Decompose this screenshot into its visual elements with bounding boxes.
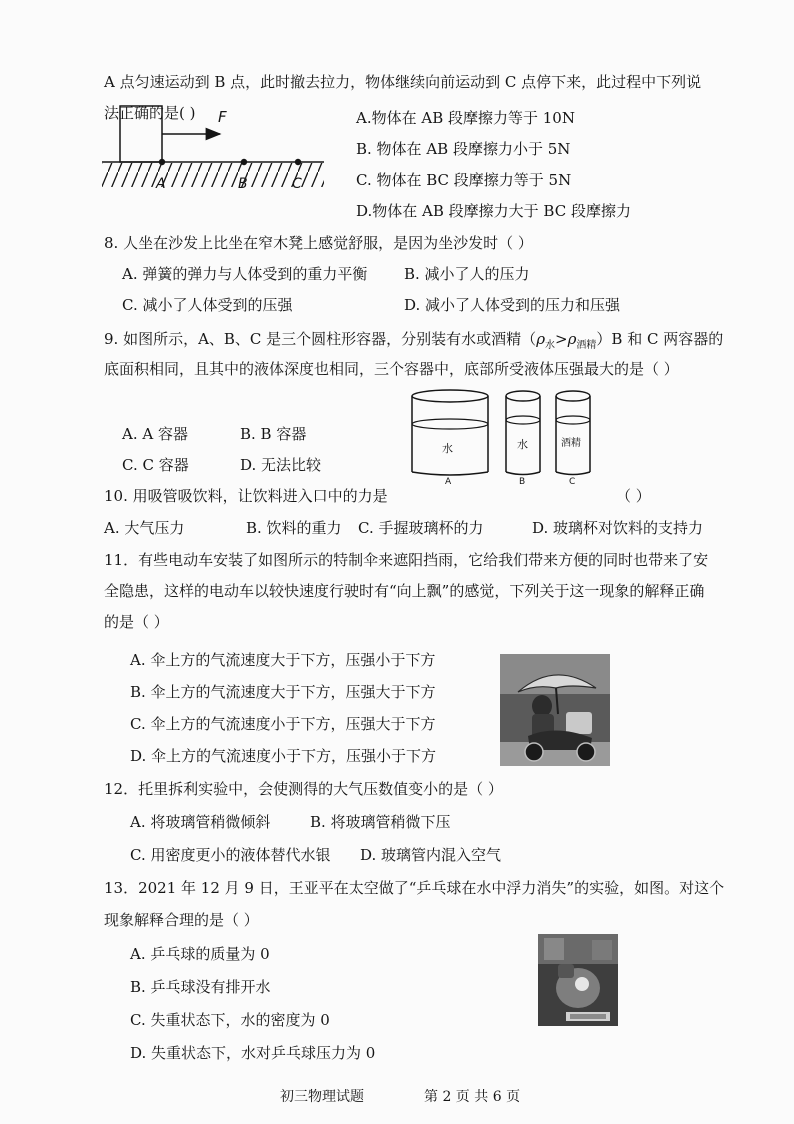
q9-stem-line2: 底面积相同，且其中的液体深度也相同，三个容器中，底部所受液体压强最大的是（ ）	[104, 360, 679, 378]
q7-option-a: A.物体在 AB 段摩擦力等于 10N	[356, 109, 575, 127]
q13-option-b: B. 乒乓球没有排开水	[130, 978, 271, 996]
q7-friction-figure	[98, 100, 328, 196]
q10-paren: （ ）	[616, 487, 651, 505]
q7-stem-line1: A 点匀速运动到 B 点，此时撤去拉力，物体继续向前运动到 C 点停下来，此过程中下列说	[104, 73, 702, 91]
point-c-label: C	[292, 176, 302, 192]
q12-stem: 12．托里拆利实验中，会使测得的大气压数值变小的是（ ）	[104, 780, 503, 798]
q12-option-b: B. 将玻璃管稍微下压	[310, 813, 451, 831]
q9-stem-line1	[104, 329, 723, 356]
footer-subject: 初三物理试题	[280, 1089, 364, 1105]
q9-stem-pre: 9. 如图所示，A、B、C 是三个圆柱形容器，分别装有水或酒精（	[104, 330, 537, 348]
rho-symbol-2: ρ	[567, 330, 577, 348]
q13-option-d: D. 失重状态下，水对乒乓球压力为 0	[130, 1044, 376, 1062]
container-c-liquid: 酒精	[561, 438, 581, 449]
q9-option-c: C. C 容器	[122, 456, 189, 474]
ground-hatch	[102, 163, 324, 187]
force-label: F	[218, 108, 227, 126]
point-b-label: B	[238, 176, 248, 192]
rho-alcohol-subscript: 酒精	[576, 340, 597, 351]
q9-stem-post: ）B 和 C 两容器的	[596, 330, 724, 348]
q11-stem-line1: 11．有些电动车安装了如图所示的特制伞来遮阳挡雨，它给我们带来方便的同时也带来了安	[104, 551, 709, 569]
point-b-dot	[241, 159, 247, 165]
q9-option-a: A. A 容器	[122, 425, 188, 443]
q13-stem-line2: 现象解释合理的是（ ）	[104, 911, 259, 929]
footer-page-number: 第 2 页 共 6 页	[424, 1089, 521, 1105]
q11-stem-line3: 的是（ ）	[104, 613, 169, 631]
q8-option-b: B. 减小了人的压力	[404, 265, 530, 283]
point-a-label: A	[156, 176, 166, 192]
q11-option-b: B. 伞上方的气流速度大于下方，压强大于下方	[130, 683, 436, 701]
umbrella-scooter-photo-image	[500, 654, 610, 766]
q10-option-b: B. 饮料的重力	[246, 519, 342, 537]
q8-stem: 8. 人坐在沙发上比坐在窄木凳上感觉舒服，是因为坐沙发时（ ）	[104, 234, 533, 252]
q7-option-c: C. 物体在 BC 段摩擦力等于 5N	[356, 171, 572, 189]
q13-option-c: C. 失重状态下，水的密度为 0	[130, 1011, 330, 1029]
rho-symbol: ρ	[536, 330, 546, 348]
rho-water-subscript: 水	[545, 340, 556, 351]
greater-than: >	[555, 330, 568, 348]
q7-option-b: B. 物体在 AB 段摩擦力小于 5N	[356, 140, 571, 158]
container-a-label: A	[445, 477, 452, 486]
q10-option-d: D. 玻璃杯对饮料的支持力	[532, 519, 704, 537]
q8-option-a: A. 弹簧的弹力与人体受到的重力平衡	[122, 265, 368, 283]
q12-option-d: D. 玻璃管内混入空气	[360, 846, 502, 864]
point-c-dot	[295, 159, 301, 165]
q10-stem: 10. 用吸管吸饮料，让饮料进入口中的力是	[104, 487, 388, 505]
q11-option-c: C. 伞上方的气流速度小于下方，压强大于下方	[130, 715, 436, 733]
q12-option-a: A. 将玻璃管稍微倾斜	[130, 813, 271, 831]
container-a-liquid: 水	[442, 442, 453, 455]
q11-stem-line2: 全隐患，这样的电动车以较快速度行驶时有“向上飘”的感觉，下列关于这一现象的解释正确	[104, 582, 705, 600]
q12-option-c: C. 用密度更小的液体替代水银	[130, 846, 331, 864]
container-b-liquid: 水	[517, 438, 528, 451]
q13-option-a: A. 乒乓球的质量为 0	[130, 945, 270, 963]
umbrella-scooter-photo	[500, 654, 610, 766]
q8-option-d: D. 减小了人体受到的压力和压强	[404, 296, 621, 314]
q9-containers-figure	[406, 384, 596, 486]
container-b-label: B	[519, 477, 526, 486]
q9-option-b: B. B 容器	[240, 425, 307, 443]
space-pingpong-photo	[538, 934, 618, 1026]
block	[120, 106, 162, 162]
container-c-label: C	[569, 477, 576, 486]
q7-stem-line2: 法正确的是( )	[104, 104, 196, 122]
q10-option-a: A. 大气压力	[104, 519, 185, 537]
q11-option-a: A. 伞上方的气流速度大于下方，压强小于下方	[130, 651, 436, 669]
q7-option-d: D.物体在 AB 段摩擦力大于 BC 段摩擦力	[356, 202, 631, 220]
space-pingpong-photo-image	[538, 934, 618, 1026]
q9-option-d: D. 无法比较	[240, 456, 322, 474]
point-a-dot	[159, 159, 165, 165]
q11-option-d: D. 伞上方的气流速度小于下方，压强小于下方	[130, 747, 437, 765]
q10-option-c: C. 手握玻璃杯的力	[358, 519, 484, 537]
q8-option-c: C. 减小了人体受到的压强	[122, 296, 293, 314]
q13-stem-line1: 13．2021 年 12 月 9 日，王亚平在太空做了“乒乓球在水中浮力消失”的实验，如图。对这个	[104, 879, 725, 897]
